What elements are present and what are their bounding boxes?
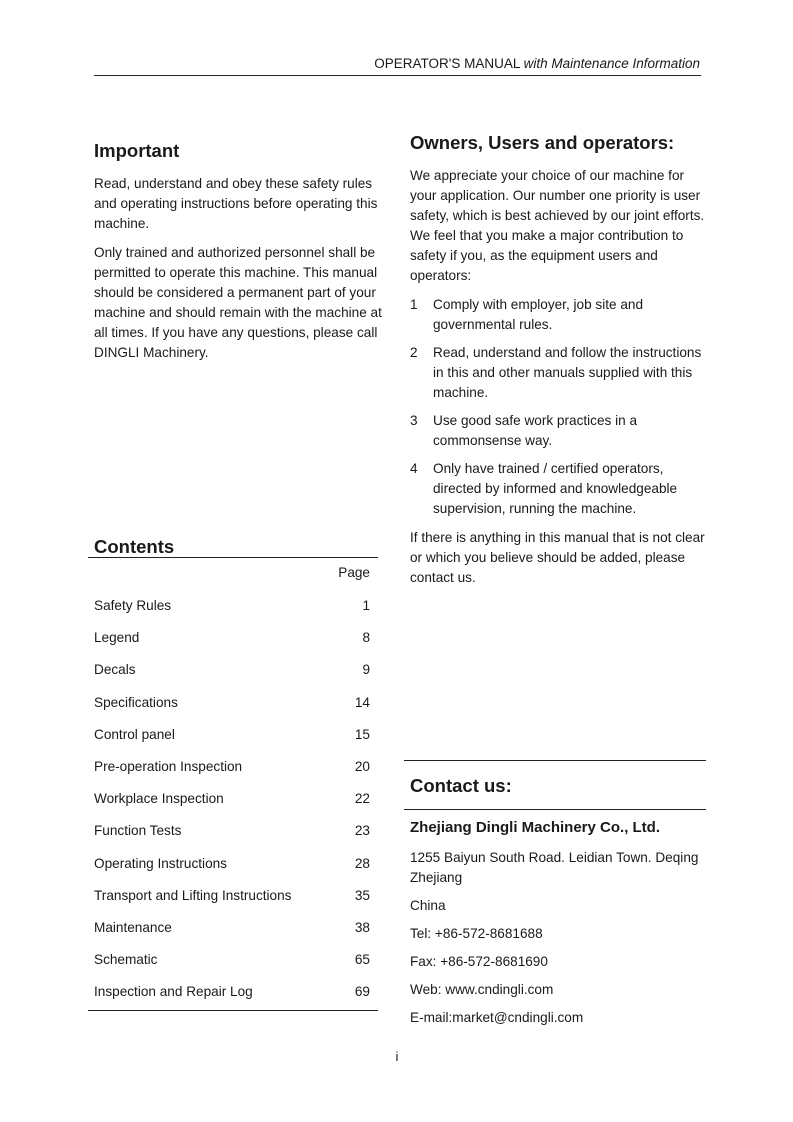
- toc-row[interactable]: [94, 880, 370, 912]
- contents-bottom-divider: [88, 1010, 378, 1011]
- list-item-text: Comply with employer, job site and governmental rules.: [433, 297, 644, 332]
- list-item: [410, 459, 710, 519]
- contact-web-link[interactable]: Web: www.cndingli.com: [410, 982, 554, 997]
- contact-top-divider: [404, 760, 706, 761]
- contact-bottom-divider: [404, 809, 706, 810]
- toc-row[interactable]: [94, 815, 370, 847]
- owners-intro: We appreciate your choice of our machine for your application. Our number one priority is user safety, which is best achieved by our joint efforts. We feel that you make a major contribution to safety if you, as the equipment users and operators:: [410, 168, 705, 283]
- toc-page: 20: [354, 758, 370, 774]
- toc-page: 8: [362, 630, 370, 646]
- toc-label: Transport and Lifting Instructions: [94, 887, 292, 903]
- list-item-number: 2: [410, 345, 418, 360]
- toc-page: 38: [354, 919, 370, 935]
- important-heading: Important: [94, 140, 180, 161]
- contact-details: [410, 848, 710, 1028]
- list-item-number: 4: [410, 461, 418, 476]
- toc-label: Inspection and Repair Log: [94, 984, 253, 1000]
- header-title-italic: with Maintenance Information: [523, 56, 700, 71]
- contact-address: 1255 Baiyun South Road. Leidian Town. Deqing Zhejiang: [410, 850, 699, 885]
- toc-label: Safety Rules: [94, 598, 172, 613]
- header-divider: [94, 75, 701, 76]
- owners-list: [410, 295, 710, 527]
- toc-row[interactable]: [94, 848, 370, 880]
- toc-page: 65: [354, 952, 370, 968]
- list-item-text: Only have trained / certified operators, directed by informed and knowledgeable supervision, running the machine.: [433, 461, 678, 516]
- contact-tel: Tel: +86-572-8681688: [410, 926, 543, 941]
- running-header: [300, 56, 700, 71]
- toc-label: Function Tests: [94, 823, 182, 839]
- toc-page: 28: [354, 855, 370, 871]
- toc-page: 15: [354, 726, 370, 742]
- toc-label: Legend: [94, 630, 140, 646]
- toc-label: Specifications: [94, 694, 178, 710]
- important-body: [94, 174, 386, 363]
- toc-row[interactable]: [94, 719, 370, 751]
- toc-row[interactable]: [94, 944, 370, 976]
- toc-row[interactable]: [94, 622, 370, 654]
- owners-closing: If there is anything in this manual that is not clear or which you believe should be added, please contact us.: [410, 530, 705, 585]
- toc-page: 23: [354, 823, 370, 839]
- toc-row[interactable]: [94, 687, 370, 719]
- table-of-contents: [94, 590, 370, 1008]
- important-paragraph-2: Only trained and authorized personnel shall be permitted to operate this machine. This manual should be considered a permanent part of your machine and should remain with the machine at all times. If you have any questions, please call DINGLI Machinery.: [94, 245, 382, 360]
- contact-country: China: [410, 898, 446, 913]
- list-item: [410, 411, 710, 451]
- toc-row[interactable]: [94, 783, 370, 815]
- list-item-number: 3: [410, 413, 418, 428]
- list-item-text: Read, understand and follow the instructions in this and other manuals supplied with this machine.: [433, 345, 702, 400]
- toc-page: 22: [354, 791, 370, 807]
- contact-email-link[interactable]: E-mail:market@cndingli.com: [410, 1010, 584, 1025]
- important-paragraph-1: Read, understand and obey these safety rules and operating instructions before operating this machine.: [94, 176, 378, 231]
- toc-label: Workplace Inspection: [94, 791, 224, 807]
- toc-row[interactable]: [94, 912, 370, 944]
- toc-label: Control panel: [94, 726, 175, 742]
- contents-page-header: Page: [338, 565, 370, 580]
- list-item: [410, 343, 710, 403]
- toc-row[interactable]: [94, 976, 370, 1008]
- toc-row[interactable]: [94, 654, 370, 686]
- toc-row[interactable]: [94, 590, 370, 622]
- toc-page: 35: [354, 887, 370, 903]
- toc-page: 1: [362, 598, 370, 613]
- list-item: [410, 295, 710, 335]
- toc-label: Decals: [94, 662, 136, 678]
- page-number: i: [395, 1049, 399, 1064]
- toc-row[interactable]: [94, 751, 370, 783]
- list-item-number: 1: [410, 297, 418, 312]
- toc-page: 9: [362, 662, 370, 678]
- owners-heading: Owners, Users and operators:: [410, 132, 675, 153]
- header-title-main: OPERATOR'S MANUAL: [374, 56, 524, 71]
- toc-label: Maintenance: [94, 919, 172, 935]
- toc-page: 69: [354, 984, 370, 1000]
- list-item-text: Use good safe work practices in a commonsense way.: [433, 413, 638, 448]
- toc-label: Pre-operation Inspection: [94, 758, 243, 774]
- contents-top-divider: [88, 557, 378, 558]
- toc-page: 14: [354, 694, 370, 710]
- toc-label: Schematic: [94, 952, 158, 968]
- company-name: Zhejiang Dingli Machinery Co., Ltd.: [410, 819, 661, 836]
- toc-label: Operating Instructions: [94, 855, 227, 871]
- contact-fax: Fax: +86-572-8681690: [410, 954, 548, 969]
- contact-heading: Contact us:: [410, 775, 512, 796]
- contents-heading: Contents: [94, 536, 175, 557]
